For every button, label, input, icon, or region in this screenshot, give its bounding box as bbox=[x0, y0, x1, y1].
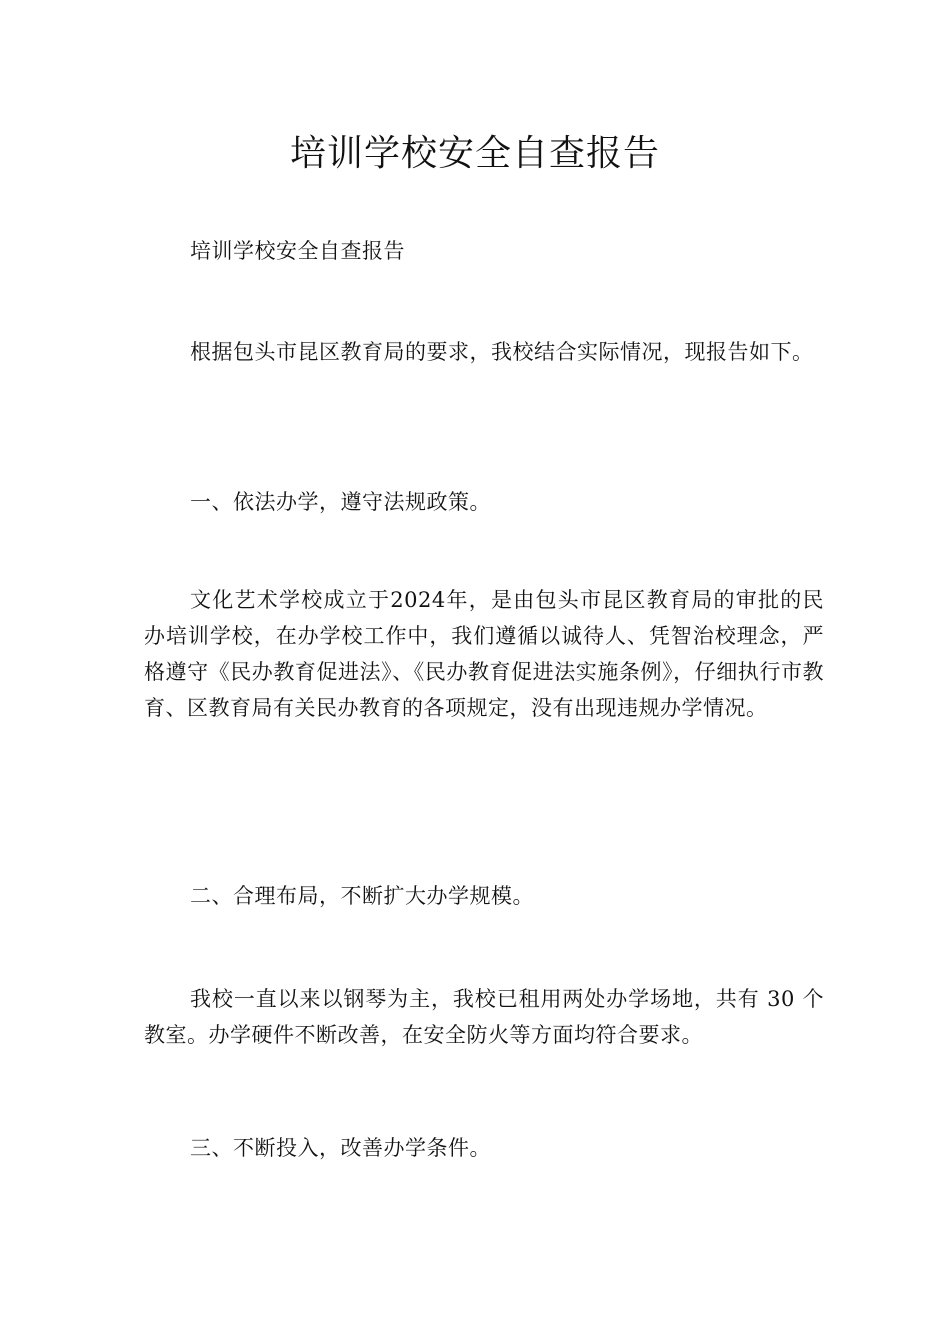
section-2-heading: 二、合理布局，不断扩大办学规模。 bbox=[190, 884, 534, 908]
intro-paragraph: 根据包头市昆区教育局的要求，我校结合实际情况，现报告如下。 bbox=[190, 340, 814, 364]
section-1-heading: 一、依法办学，遵守法规政策。 bbox=[190, 490, 491, 514]
section-2-body: 我校一直以来以钢琴为主，我校已租用两处办学场地，共有 30 个教室。办学硬件不断改善，在安全防火等方面均符合要求。 bbox=[144, 987, 824, 1047]
subtitle-paragraph: 培训学校安全自查报告 bbox=[190, 239, 405, 263]
document-title: 培训学校安全自查报告 bbox=[289, 133, 660, 174]
section-1-body: 文化艺术学校成立于2024年，是由包头市昆区教育局的审批的民办培训学校，在办学校工作中，我们遵循以诚待人、凭智治校理念，严格遵守《民办教育促进法》、《民办教育促进法实施条例》，仔细执行市教育、区教育局有关民办教育的各项规定，没有出现违规办学情况。 bbox=[144, 588, 824, 720]
section-3-heading: 三、不断投入，改善办学条件。 bbox=[190, 1136, 491, 1160]
